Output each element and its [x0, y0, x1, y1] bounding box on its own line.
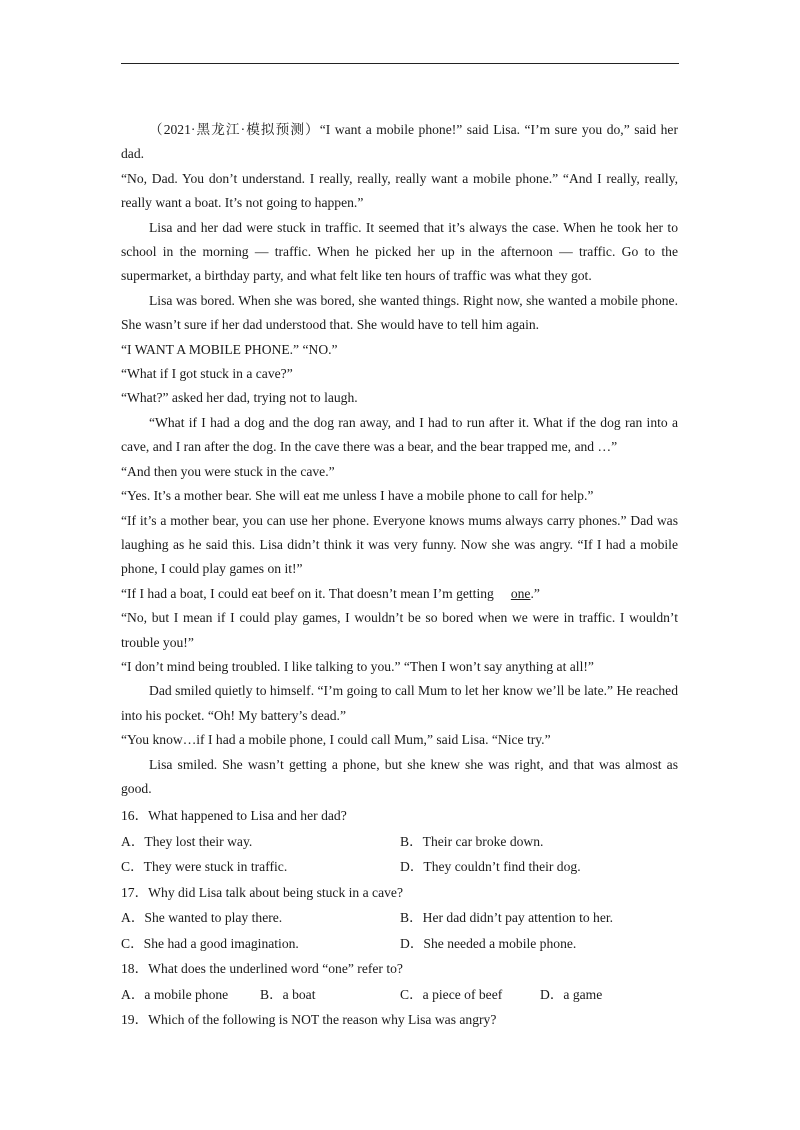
paragraph-2: “No, Dad. You don’t understand. I really, really, really want a mobile phone.” “And I really, really, really want a boat. It’s not going to happen.”	[121, 170, 678, 211]
reading-passage	[121, 118, 678, 1033]
question-16	[121, 803, 678, 880]
underlined-word: one	[510, 585, 531, 601]
paragraph-8: “What if I had a dog and the dog ran away, and I had to run after it. What if the dog ran into a cave, and I ran after the dog. In the cave there was a bear, and the bear trapped me, and …”	[121, 414, 678, 455]
paragraph-6: “What if I got stuck in a cave?”	[121, 366, 293, 382]
question-17-options-row-2	[121, 931, 678, 957]
option-18-d[interactable]: D．a game	[540, 986, 603, 1002]
paragraph-3: Lisa and her dad were stuck in traffic. It seemed that it’s always the case. When he took her to school in the morning — traffic. When he picked her up in the afternoon — traffic. Go to the supermarket, a birthday party, and what felt like ten hours of traffic was what they got.	[121, 219, 678, 284]
header-rule	[121, 63, 679, 64]
paragraph-13: “No, but I mean if I could play games, I wouldn’t be so bored when we were in traffic. I wouldn’t trouble you!”	[121, 610, 678, 650]
question-18-options	[121, 982, 678, 1008]
paragraph-11: “If it’s a mother bear, you can use her phone. Everyone knows mums always carry phones.” Dad was laughing as he said this. Lisa didn’t think it was very funny. Now she was angry. “If I had a mobile phone, I could play games on it!”	[121, 512, 678, 577]
question-17	[121, 880, 678, 957]
question-18-stem: 18．What does the underlined word “one” refer to?	[121, 961, 403, 977]
paragraph-9: “And then you were stuck in the cave.”	[121, 463, 335, 479]
paragraph-5: “I WANT A MOBILE PHONE.” “NO.”	[121, 341, 338, 357]
paragraph-14: “I don’t mind being troubled. I like talking to you.” “Then I won’t say anything at all!”	[121, 658, 594, 674]
paragraph-7: “What?” asked her dad, trying not to laugh.	[121, 390, 358, 406]
question-16-options-row-1	[121, 829, 678, 855]
paragraph-12-text: “If I had a boat, I could eat beef on it. That doesn’t mean I’m getting	[121, 585, 494, 601]
option-18-c[interactable]: C．a piece of beef	[400, 986, 503, 1002]
option-18-a[interactable]: A．a mobile phone	[121, 986, 229, 1002]
option-17-d[interactable]: D．She needed a mobile phone.	[400, 935, 577, 951]
option-16-d[interactable]: D．They couldn’t find their dog.	[400, 859, 581, 875]
question-18	[121, 956, 678, 1007]
option-17-c[interactable]: C．She had a good imagination.	[121, 935, 299, 951]
paragraph-12	[121, 582, 678, 606]
paragraph-1-text: “I want a mobile phone!” said Lisa. “I’m sure you do,” said her dad.	[121, 122, 678, 162]
paragraph-4: Lisa was bored. When she was bored, she wanted things. Right now, she wanted a mobile phone. She wasn’t sure if her dad understood that. She would have to tell him again.	[121, 292, 678, 333]
question-16-options-row-2	[121, 854, 678, 880]
option-16-c[interactable]: C．They were stuck in traffic.	[121, 859, 288, 875]
paragraph-1	[121, 118, 678, 167]
paragraph-16: “You know…if I had a mobile phone, I could call Mum,” said Lisa. “Nice try.”	[121, 732, 551, 748]
paragraph-12-end: .”	[530, 585, 540, 601]
question-17-stem: 17．Why did Lisa talk about being stuck in a cave?	[121, 884, 403, 900]
question-19	[121, 1007, 678, 1033]
option-18-b[interactable]: B．a boat	[260, 986, 316, 1002]
question-16-stem: 16．What happened to Lisa and her dad?	[121, 808, 347, 824]
paragraph-17: Lisa smiled. She wasn’t getting a phone, but she knew she was right, and that was almost as good.	[121, 756, 678, 796]
option-16-b[interactable]: B．Their car broke down.	[400, 833, 544, 849]
question-19-stem: 19．Which of the following is NOT the reason why Lisa was angry?	[121, 1012, 497, 1028]
option-16-a[interactable]: A．They lost their way.	[121, 833, 253, 849]
option-17-b[interactable]: B．Her dad didn’t pay attention to her.	[400, 910, 614, 926]
paragraph-10: “Yes. It’s a mother bear. She will eat me unless I have a mobile phone to call for help.”	[121, 488, 594, 504]
paragraph-15: Dad smiled quietly to himself. “I’m going to call Mum to let her know we’ll be late.” He reached into his pocket. “Oh! My battery’s dead.”	[121, 683, 678, 723]
option-17-a[interactable]: A．She wanted to play there.	[121, 910, 283, 926]
question-17-options-row-1	[121, 905, 678, 931]
source-tag: （2021·黑龙江·模拟预测）	[149, 122, 320, 137]
